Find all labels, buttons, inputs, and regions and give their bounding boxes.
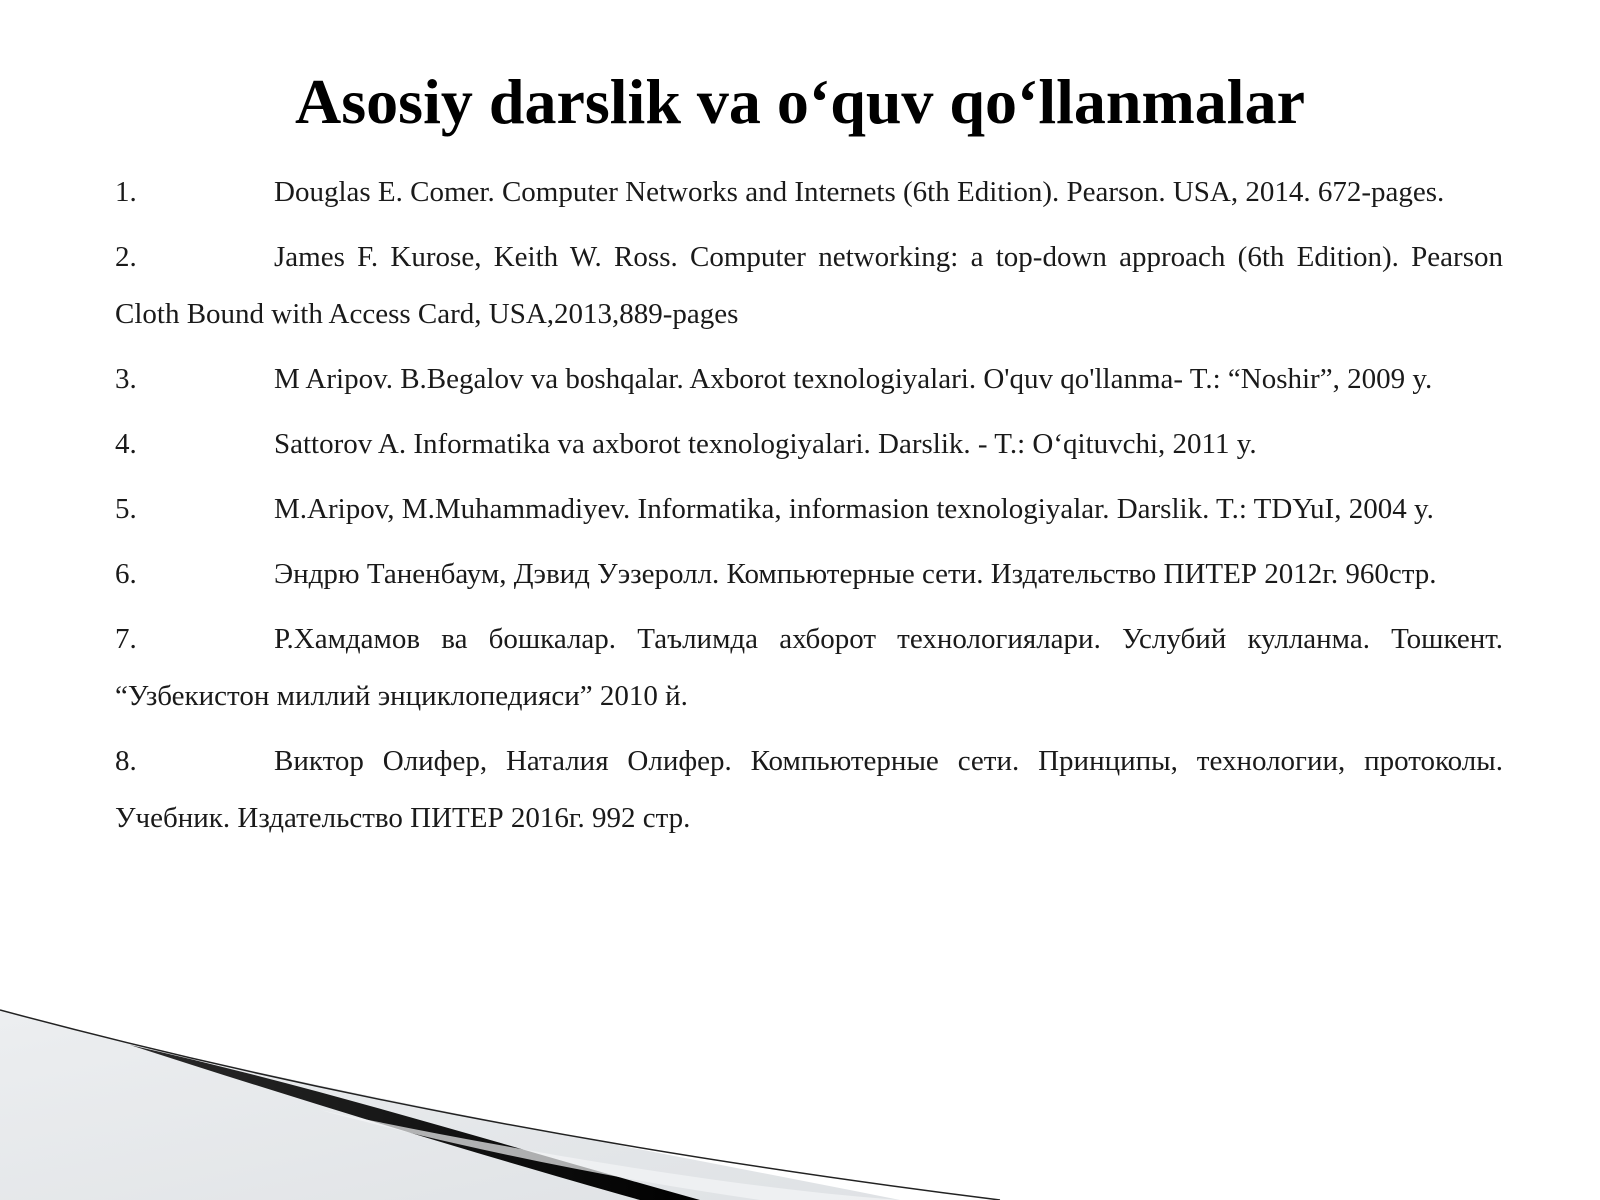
reference-number: 7. [115, 623, 137, 655]
reference-item [115, 733, 1503, 847]
reference-list [115, 164, 1503, 855]
reference-number: 8. [115, 745, 137, 777]
reference-number: 4. [115, 428, 137, 460]
reference-item [115, 546, 1503, 603]
reference-text: Эндрю Таненбаум, Дэвид Уэзеролл. Компьютерные сети. Издательство ПИТЕР 2012г. 960стр. [274, 558, 1437, 590]
swoosh-light-fill [0, 1010, 900, 1200]
reference-item [115, 351, 1503, 408]
reference-text: M.Aripov, M.Muhammadiyev. Informatika, informasion texnologiyalar. Darslik. T.: TDYuI, 2004 y. [274, 493, 1434, 525]
reference-item [115, 611, 1503, 725]
reference-item [115, 416, 1503, 473]
reference-number: 5. [115, 493, 137, 525]
reference-item [115, 481, 1503, 538]
reference-text: Douglas E. Comer. Computer Networks and Internets (6th Edition). Pearson. USA, 2014. 672-pages. [274, 176, 1445, 208]
reference-text: Sattorov A. Informatika va axborot texnologiyalari. Darslik. - T.: O‘qituvchi, 2011 y. [274, 428, 1257, 460]
reference-number: 1. [115, 176, 137, 208]
reference-number: 3. [115, 363, 137, 395]
reference-number: 2. [115, 241, 137, 273]
reference-text: James F. Kurose, Keith W. Ross. Computer networking: a top-down approach (6th Edition). Pearson Cloth Bound with Access Card, USA,2013,889-pages [115, 241, 1503, 330]
slide-title: Asosiy darslik va o‘quv qo‘llanmalar [295, 66, 1305, 137]
reference-item [115, 164, 1503, 221]
reference-text: M Aripov. B.Begalov va boshqalar. Axborot texnologiyalari. O'quv qo'llanma- T.: “Noshir”, 2009 y. [274, 363, 1433, 395]
reference-item [115, 229, 1503, 343]
reference-text: Виктор Олифер, Наталия Олифер. Компьютерные сети. Принципы, технологии, протоколы. Учебник. Издательство ПИТЕР 2016г. 992 стр. [115, 745, 1503, 834]
reference-text: Р.Хамдамов ва бошкалар. Таълимда ахборот технологиялари. Услубий кулланма. Тошкент. “Узбекистон миллий энциклопедияси” 2010 й. [115, 623, 1503, 712]
reference-number: 6. [115, 558, 137, 590]
